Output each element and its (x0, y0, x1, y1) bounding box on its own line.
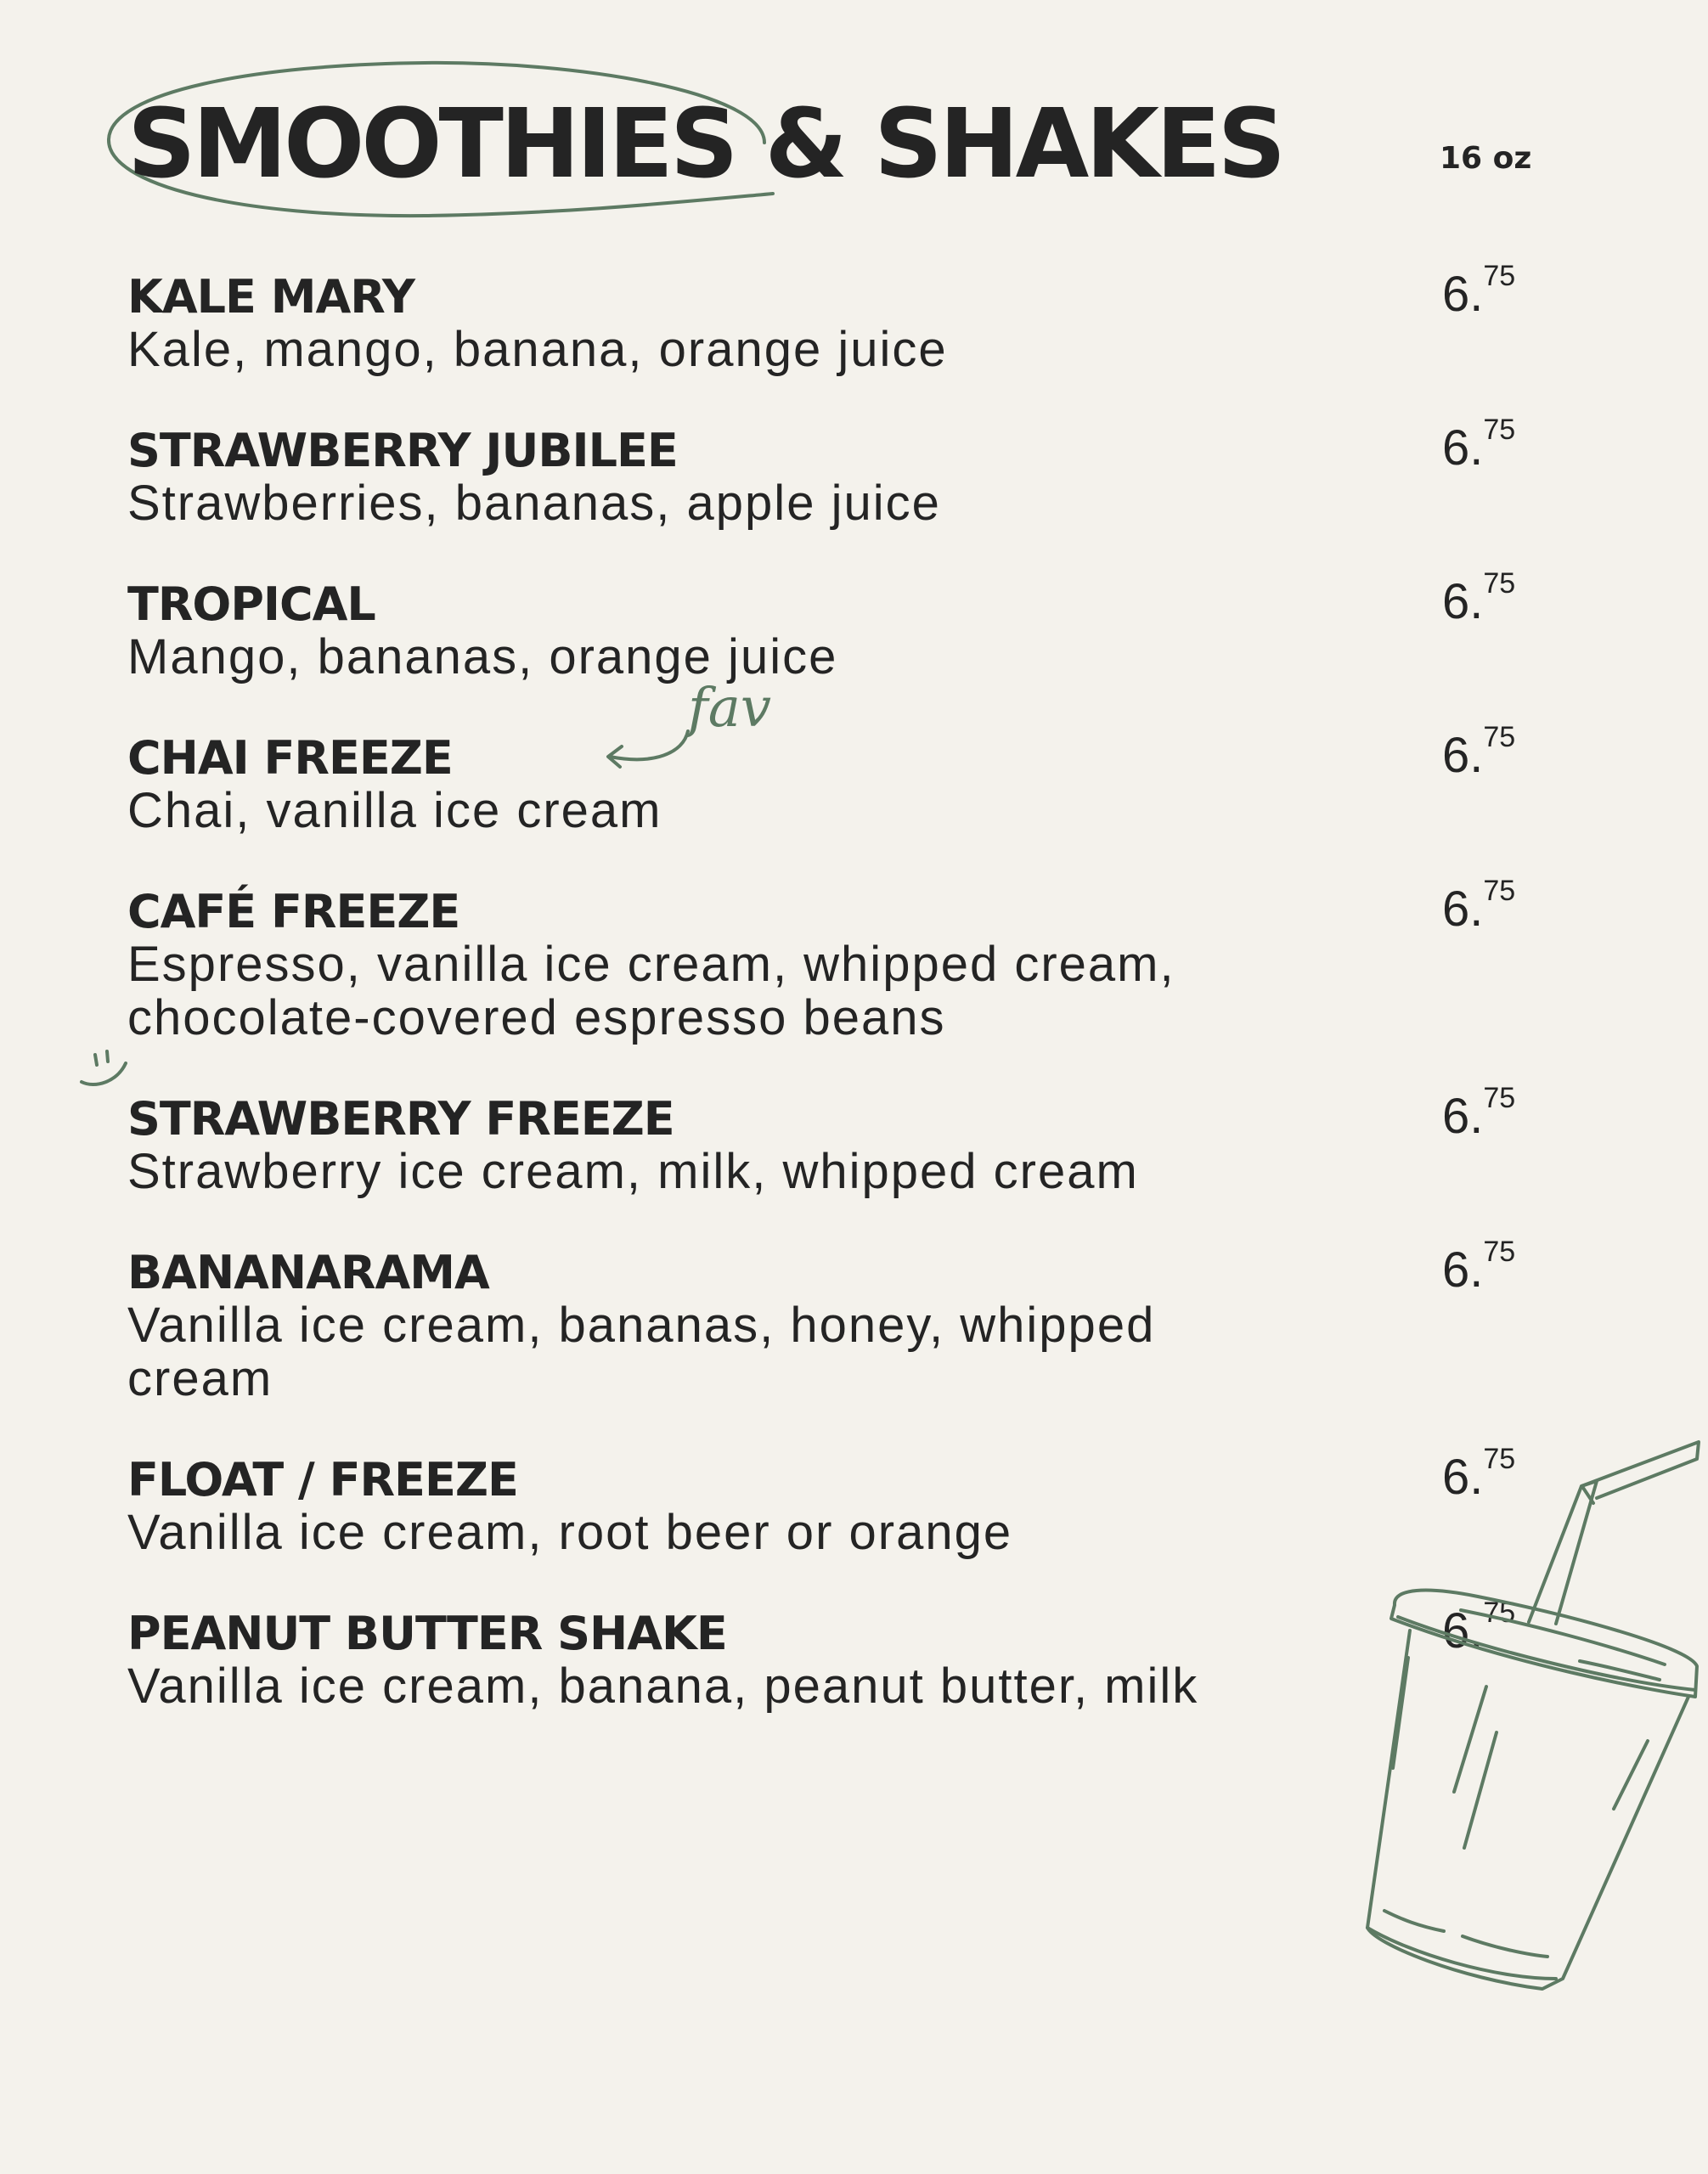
menu-item (127, 567, 1529, 684)
menu-list (127, 260, 1529, 1760)
item-description: Chai, vanilla ice cream (127, 783, 662, 838)
item-description: Vanilla ice cream, banana, peanut butter, milk (127, 1659, 1199, 1714)
serving-size: 16 oz (1440, 141, 1532, 176)
menu-item (127, 1597, 1529, 1714)
item-name: PEANUT BUTTER SHAKE (127, 1607, 727, 1660)
item-price: 6.75 (1442, 1597, 1516, 1659)
item-price: 6.75 (1442, 414, 1516, 476)
item-name: FLOAT / FREEZE (127, 1453, 518, 1507)
fav-note-text: fav (688, 677, 771, 740)
fav-annotation (467, 677, 771, 772)
curved-arrow-icon (603, 724, 696, 775)
item-price: 6.75 (1442, 875, 1516, 937)
item-name: CHAI FREEZE (127, 731, 453, 785)
page-title: SMOOTHIES & SHAKES (127, 89, 1283, 200)
item-name: BANANARAMA (127, 1246, 489, 1299)
item-description: Kale, mango, banana, orange juice (127, 322, 948, 377)
item-name: CAFÉ FREEZE (127, 885, 460, 938)
menu-item (127, 414, 1529, 531)
item-description: Strawberries, bananas, apple juice (127, 476, 941, 531)
item-description: Strawberry ice cream, milk, whipped cream (127, 1144, 1139, 1199)
item-price: 6.75 (1442, 567, 1516, 629)
item-name: TROPICAL (127, 577, 375, 631)
smile-doodle-icon (76, 1045, 136, 1095)
item-name: STRAWBERRY JUBILEE (127, 424, 678, 477)
menu-item (127, 260, 1529, 377)
item-description: Mango, bananas, orange juice (127, 629, 838, 684)
smoothie-cup-icon (1359, 1435, 1708, 2004)
menu-item (127, 1236, 1529, 1406)
menu-header (127, 85, 1532, 204)
item-price: 6.75 (1442, 1443, 1516, 1505)
item-price: 6.75 (1442, 260, 1516, 322)
item-description: Vanilla ice cream, root beer or orange (127, 1505, 1013, 1560)
item-price: 6.75 (1442, 721, 1516, 783)
item-name: STRAWBERRY FREEZE (127, 1092, 674, 1146)
item-price: 6.75 (1442, 1082, 1516, 1144)
menu-item (127, 1082, 1529, 1199)
item-price: 6.75 (1442, 1236, 1516, 1298)
menu-item (127, 677, 1529, 838)
menu-item (127, 875, 1529, 1045)
menu-item (127, 1443, 1529, 1560)
item-description: Vanilla ice cream, bananas, honey, whipped cream (127, 1298, 1156, 1406)
item-name: KALE MARY (127, 270, 414, 324)
item-description: Espresso, vanilla ice cream, whipped cream, chocolate-covered espresso beans (127, 937, 1175, 1045)
